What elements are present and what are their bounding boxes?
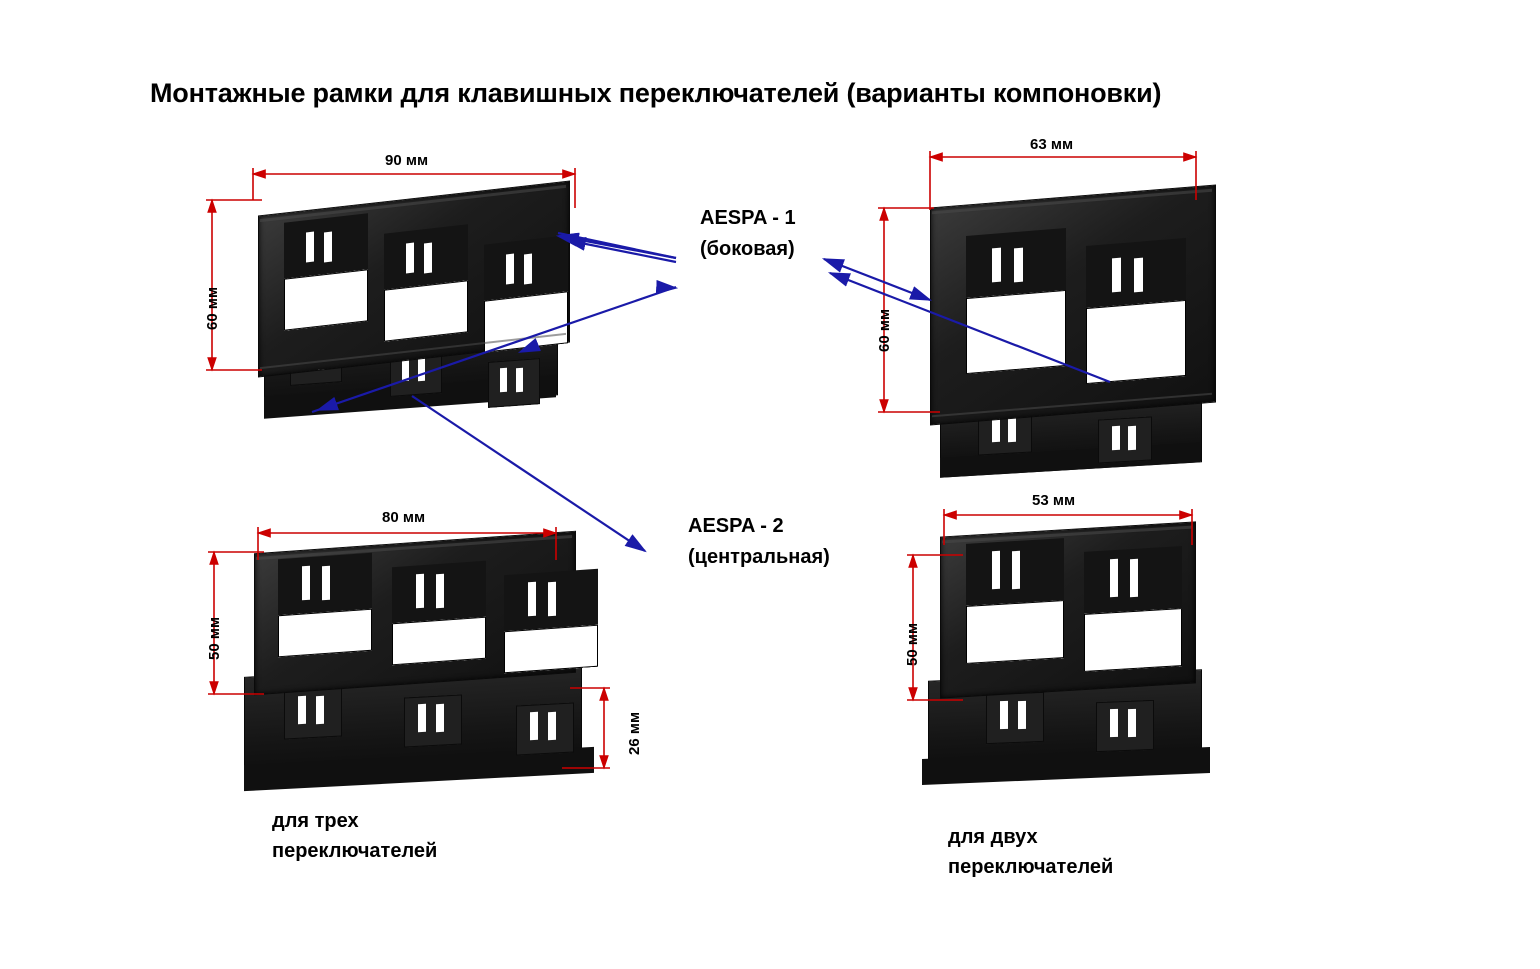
page-title: Монтажные рамки для клавишных переключателей (варианты компоновки) <box>150 78 1162 108</box>
dimension-label-80mm: 80 мм <box>382 509 426 526</box>
caption-three-switches <box>272 806 437 866</box>
dimension-label-50mm-right: 50 мм <box>904 622 921 666</box>
dimension-label-90mm: 90 мм <box>385 152 429 169</box>
callout-aespa-2-line2: (центральная) <box>688 546 830 568</box>
callout-aespa-2-line1: AESPA - 2 <box>688 515 784 537</box>
figure-frame-bottom-right <box>918 515 1218 795</box>
caption-two-switches-line2: переключателей <box>948 856 1114 878</box>
caption-three-switches-line1: для трех <box>272 810 359 832</box>
callout-aespa-1-line2: (боковая) <box>700 238 795 260</box>
callout-aespa-1 <box>700 203 796 265</box>
dimension-label-60mm-right: 60 мм <box>876 308 893 352</box>
caption-two-switches <box>948 822 1113 882</box>
dimension-label-53mm: 53 мм <box>1032 492 1076 509</box>
callout-aespa-1-line1: AESPA - 1 <box>700 207 796 229</box>
figure-frame-top-right <box>912 180 1232 480</box>
dimension-label-26mm: 26 мм <box>626 711 643 755</box>
figure-frame-top-left <box>238 190 583 440</box>
figure-frame-bottom-left <box>236 528 596 798</box>
callout-aespa-2 <box>688 511 830 573</box>
dimension-label-50mm-left: 50 мм <box>206 616 223 660</box>
dimension-label-60mm-left: 60 мм <box>204 286 221 330</box>
caption-two-switches-line1: для двух <box>948 826 1038 848</box>
dimension-label-63mm: 63 мм <box>1030 136 1074 153</box>
caption-three-switches-line2: переключателей <box>272 840 438 862</box>
